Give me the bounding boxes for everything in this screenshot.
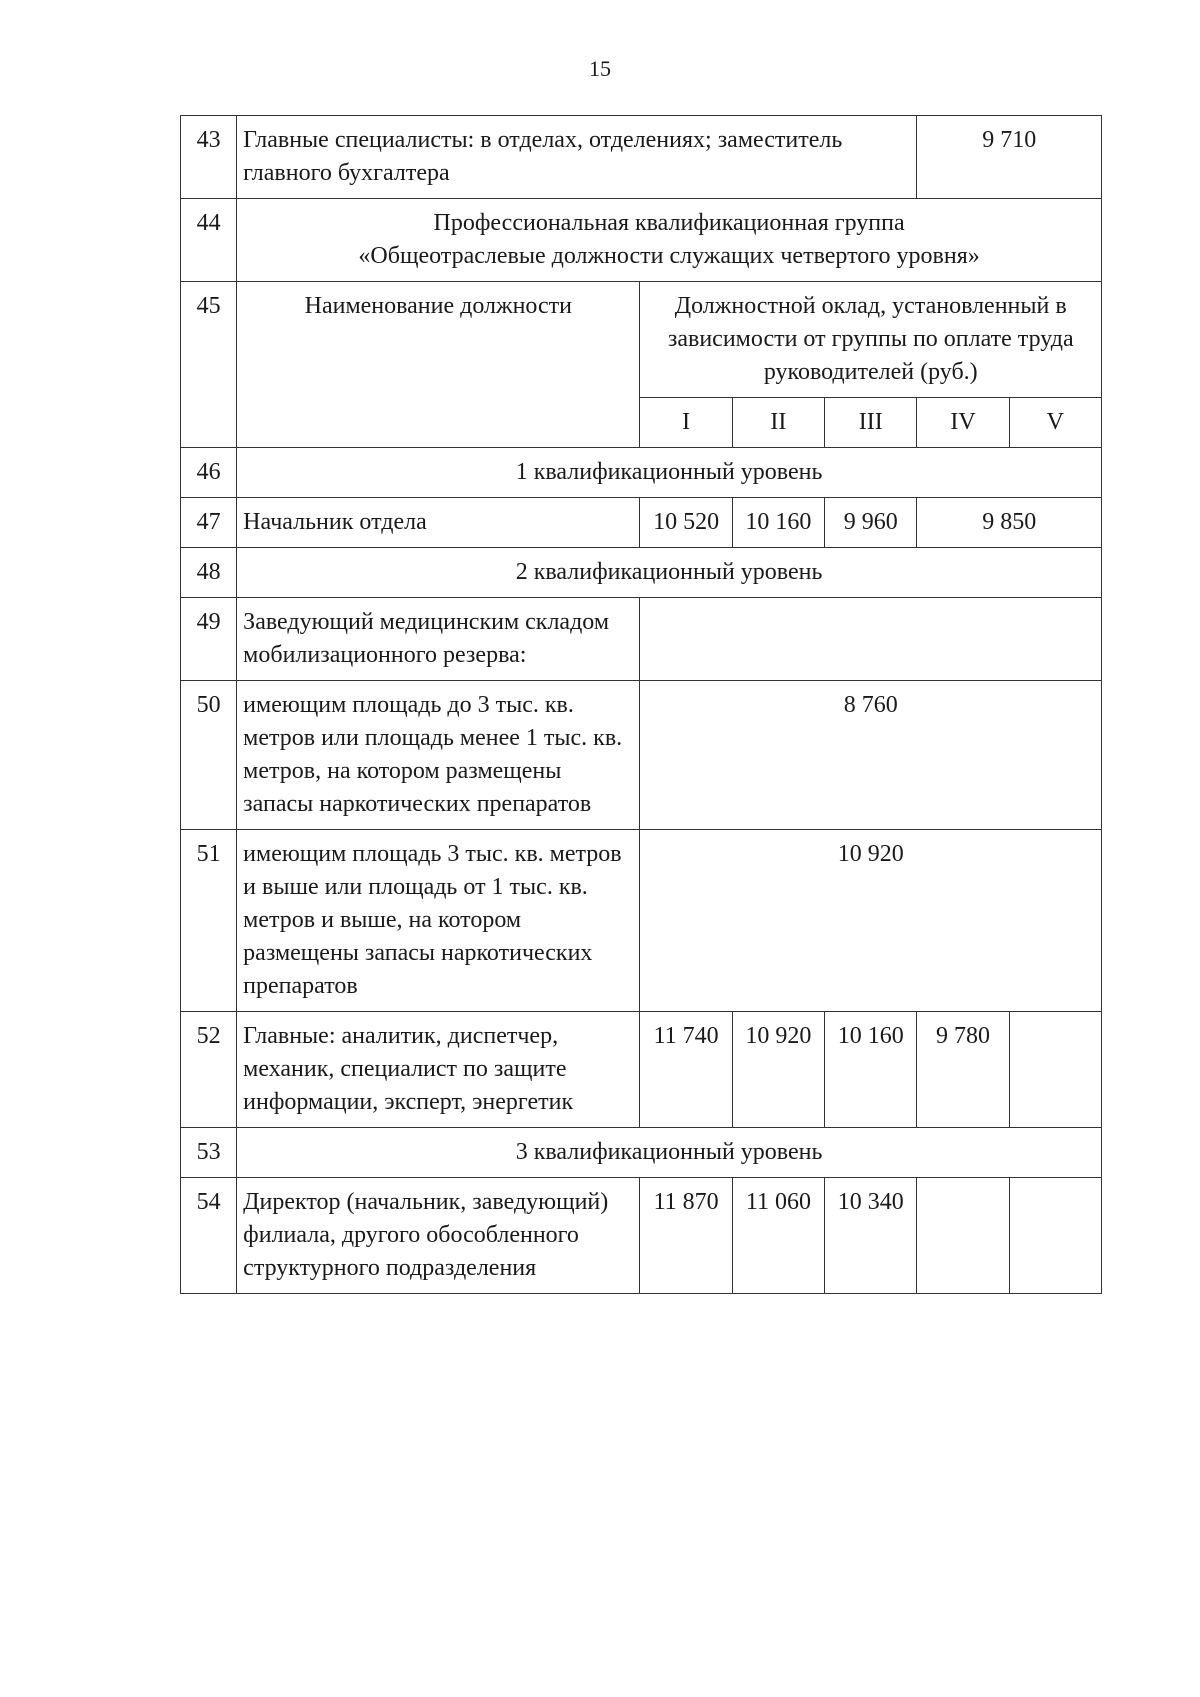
- row-number: 47: [181, 498, 237, 548]
- table-row: [181, 1178, 1102, 1294]
- table-row: [181, 598, 1102, 681]
- row-number: 48: [181, 548, 237, 598]
- salary-value: 10 520: [640, 498, 732, 548]
- position-name: имеющим площадь до 3 тыс. кв. метров или площадь менее 1 тыс. кв. метров, на котором размещены запасы наркотических препаратов: [237, 681, 640, 830]
- table-row: [181, 1128, 1102, 1178]
- table-row: [181, 498, 1102, 548]
- row-number: 44: [181, 199, 237, 282]
- salary-value: 9 710: [917, 116, 1102, 199]
- salary-value: [917, 1178, 1009, 1294]
- salary-column-header: Должностной оклад, установленный в зависимости от группы по оплате труда руководителей (руб.): [640, 282, 1102, 398]
- table-row: [181, 681, 1102, 830]
- salary-value: 10 160: [825, 1012, 917, 1128]
- position-name: Директор (начальник, заведующий) филиала, другого обособленного структурного подразделения: [237, 1178, 640, 1294]
- row-number: 45: [181, 282, 237, 448]
- group-header: V: [1009, 398, 1101, 448]
- table-row: [181, 448, 1102, 498]
- salary-value: 11 060: [732, 1178, 824, 1294]
- row-number: 51: [181, 830, 237, 1012]
- page-number: 15: [589, 56, 611, 81]
- level-heading: 2 квалификационный уровень: [237, 548, 1102, 598]
- group-heading-line: «Общеотраслевые должности служащих четвертого уровня»: [358, 243, 980, 269]
- table-row: [181, 830, 1102, 1012]
- level-heading: 3 квалификационный уровень: [237, 1128, 1102, 1178]
- salary-value: 9 780: [917, 1012, 1009, 1128]
- table-row: [181, 1012, 1102, 1128]
- empty-cell: [640, 598, 1102, 681]
- group-heading-line: Профессиональная квалификационная группа: [433, 210, 905, 236]
- salary-value: 10 160: [732, 498, 824, 548]
- salary-value: 9 960: [825, 498, 917, 548]
- salary-value: 10 920: [640, 830, 1102, 1012]
- position-name: Главные: аналитик, диспетчер, механик, специалист по защите информации, эксперт, энергетик: [237, 1012, 640, 1128]
- row-number: 52: [181, 1012, 237, 1128]
- position-column-header: Наименование должности: [237, 282, 640, 448]
- group-header: IV: [917, 398, 1009, 448]
- salary-value: 11 740: [640, 1012, 732, 1128]
- row-number: 49: [181, 598, 237, 681]
- salary-value: 8 760: [640, 681, 1102, 830]
- row-number: 54: [181, 1178, 237, 1294]
- row-number: 46: [181, 448, 237, 498]
- salary-value: 9 850: [917, 498, 1102, 548]
- salary-value: [1009, 1012, 1101, 1128]
- group-header: III: [825, 398, 917, 448]
- row-number: 43: [181, 116, 237, 199]
- group-header: II: [732, 398, 824, 448]
- salary-value: [1009, 1178, 1101, 1294]
- level-heading: 1 квалификационный уровень: [237, 448, 1102, 498]
- salary-value: 10 340: [825, 1178, 917, 1294]
- table-row: [181, 199, 1102, 282]
- table-header-row: [181, 282, 1102, 398]
- table-row: [181, 548, 1102, 598]
- position-name: имеющим площадь 3 тыс. кв. метров и выше или площадь от 1 тыс. кв. метров и выше, на котором размещены запасы наркотических препаратов: [237, 830, 640, 1012]
- salary-value: 11 870: [640, 1178, 732, 1294]
- salary-value: 10 920: [732, 1012, 824, 1128]
- position-name: Заведующий медицинским складом мобилизационного резерва:: [237, 598, 640, 681]
- row-number: 53: [181, 1128, 237, 1178]
- table-row: [181, 116, 1102, 199]
- group-heading: [237, 199, 1102, 282]
- position-name: Главные специалисты: в отделах, отделениях; заместитель главного бухгалтера: [237, 116, 917, 199]
- position-name: Начальник отдела: [237, 498, 640, 548]
- row-number: 50: [181, 681, 237, 830]
- group-header: I: [640, 398, 732, 448]
- salary-table: [180, 115, 1102, 1294]
